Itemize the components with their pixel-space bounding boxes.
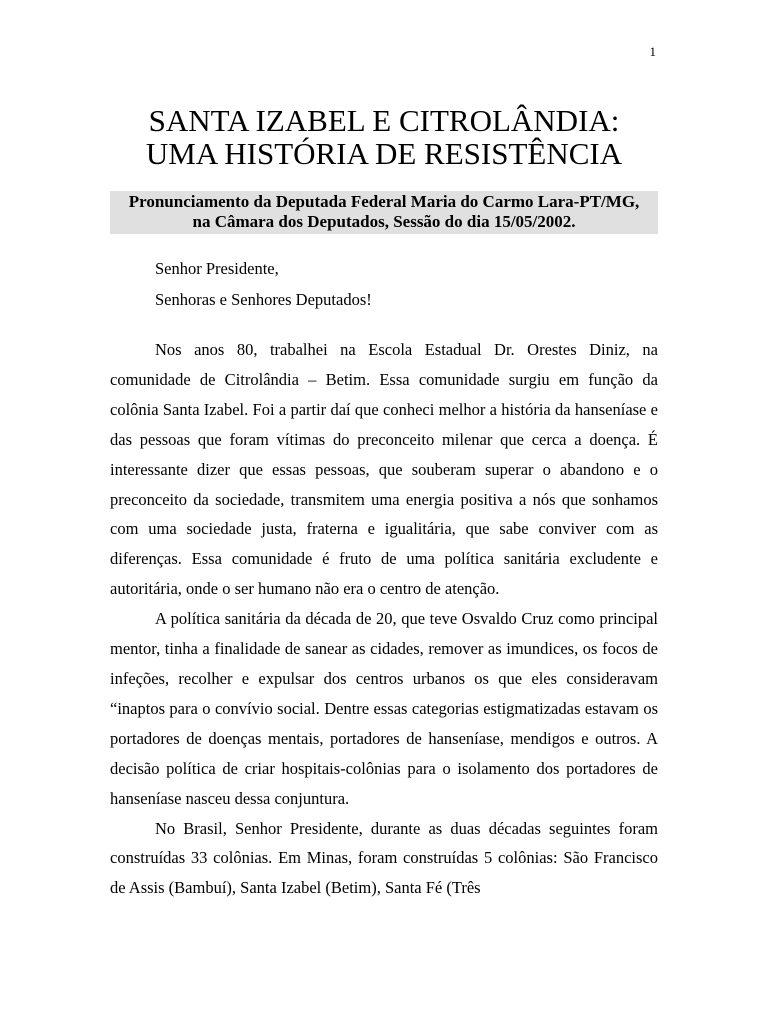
speech-body xyxy=(110,255,658,903)
document-title xyxy=(0,104,768,170)
subtitle-line-1: Pronunciamento da Deputada Federal Maria do Carmo Lara-PT/MG, xyxy=(128,192,640,211)
subtitle-line-2: na Câmara dos Deputados, Sessão do dia 15/05/2002. xyxy=(192,212,576,231)
title-line-2: UMA HISTÓRIA DE RESISTÊNCIA xyxy=(145,136,623,171)
paragraph: A política sanitária da década de 20, que teve Osvaldo Cruz como principal mentor, tinha a finalidade de sanear as cidades, remover as imundices, os focos de infeções, recolher e expulsar dos centros urbanos os que eles consideravam “inaptos para o convívio social. Dentre essas categorias estigmatizadas estavam os portadores de doenças mentais, portadores de hanseníase, mendigos e outros. A decisão política de criar hospitais-colônias para o isolamento dos portadores de hanseníase nasceu dessa conjuntura. xyxy=(110,609,658,808)
page-number: 1 xyxy=(649,44,656,59)
paragraph: No Brasil, Senhor Presidente, durante as duas décadas seguintes foram construídas 33 colônias. Em Minas, foram construídas 5 colônias: São Francisco de Assis (Bambuí), Santa Izabel (Betim), Santa Fé (Três xyxy=(110,818,658,898)
salutation-president: Senhor Presidente, xyxy=(155,259,279,278)
paragraph: Nos anos 80, trabalhei na Escola Estadual Dr. Orestes Diniz, na comunidade de Citrolândia – Betim. Essa comunidade surgiu em função da colônia Santa Izabel. Foi a partir daí que conheci melhor a história da hanseníase e das pessoas que foram vítimas do preconceito milenar que cerca a doença. É interessante dizer que essas pessoas, que souberam superar o abandono e o preconceito da sociedade, transmitem uma energia positiva a nós que sonhamos com uma sociedade justa, fraterna e igualitária, que sabe conviver com as diferenças. Essa comunidade é fruto de uma política sanitária excludente e autoritária, onde o ser humano não era o centro de atenção. xyxy=(110,340,658,599)
salutation-deputies: Senhoras e Senhores Deputados! xyxy=(155,290,372,309)
title-line-1: SANTA IZABEL E CITROLÂNDIA: xyxy=(148,103,620,138)
speech-info-box xyxy=(110,191,658,234)
